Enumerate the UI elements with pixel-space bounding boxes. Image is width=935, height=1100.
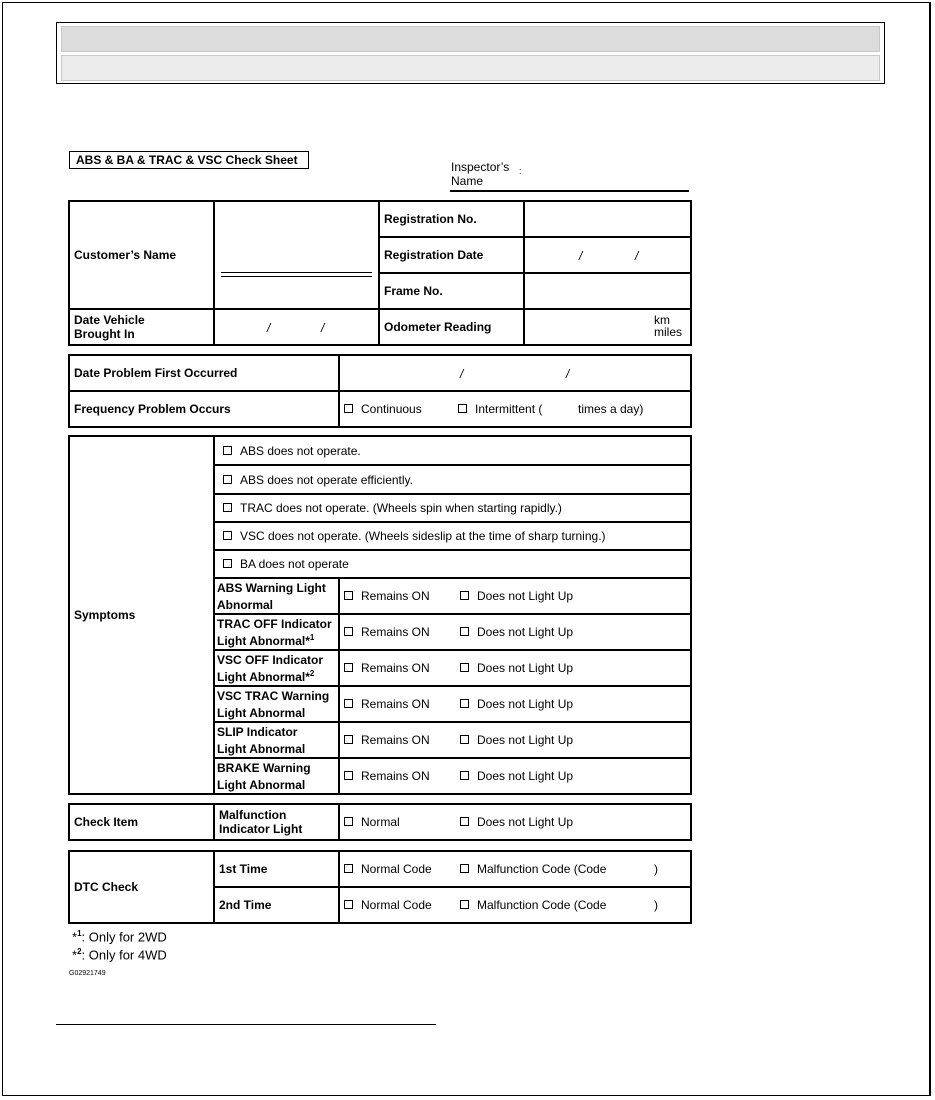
symptoms-label: Symptoms	[69, 436, 214, 794]
light-options	[339, 686, 691, 722]
symptom-checkbox[interactable]	[223, 446, 232, 455]
bottom-rule	[56, 1024, 436, 1025]
light-label: TRAC OFF Indicator Light Abnormal*$^1$	[214, 614, 339, 650]
does-not-light-up-option[interactable]: Does not Light Up	[456, 760, 573, 792]
date-vehicle-brought-in-field[interactable]	[214, 309, 379, 345]
symptom-checkbox[interactable]	[223, 503, 232, 512]
check-item-table	[68, 803, 692, 841]
does-not-light-up-option[interactable]: Does not Light Up	[456, 724, 573, 756]
registration-date-field[interactable]	[524, 237, 691, 273]
odometer-reading-field[interactable]	[524, 309, 691, 345]
does-not-light-up-option[interactable]: Does not Light Up	[456, 688, 573, 720]
remains-on-checkbox[interactable]	[344, 699, 353, 708]
malfunction-code-checkbox[interactable]	[460, 864, 469, 873]
remains-on-checkbox[interactable]	[344, 771, 353, 780]
page-header	[56, 22, 885, 84]
header-bar-top	[61, 26, 880, 52]
continuous-checkbox[interactable]	[344, 404, 353, 413]
times-a-day-label: times a day)	[578, 402, 644, 416]
malfunction-indicator-label: Malfunction Indicator Light	[214, 804, 339, 840]
normal-code-option[interactable]: Normal Code	[340, 889, 432, 921]
dtc-check-label: DTC Check	[69, 851, 214, 923]
continuous-option[interactable]: Continuous	[340, 393, 422, 425]
brought-in-slash-2: /	[321, 321, 325, 335]
inspector-name-label: Inspector’s Name	[451, 160, 510, 188]
symptom-item[interactable]: TRAC does not operate. (Wheels spin when starting rapidly.)	[214, 494, 691, 522]
second-time-label: 2nd Time	[214, 887, 339, 923]
first-time-options	[339, 851, 691, 887]
remains-on-option[interactable]: Remains ON	[340, 760, 430, 792]
does-not-light-up-checkbox[interactable]	[460, 699, 469, 708]
light-label: ABS Warning Light Abnormal	[214, 578, 339, 614]
symptoms-table	[68, 435, 692, 795]
light-label: VSC TRAC Warning Light Abnormal	[214, 686, 339, 722]
frequency-label: Frequency Problem Occurs	[69, 391, 339, 427]
registration-no-field[interactable]	[524, 201, 691, 237]
reg-date-slash-1: /	[579, 249, 583, 263]
frequency-options	[339, 391, 691, 427]
reg-date-slash-2: /	[635, 249, 639, 263]
light-label: BRAKE Warning Light Abnormal	[214, 758, 339, 794]
first-occurred-slash-2: /	[566, 367, 570, 381]
light-options	[339, 650, 691, 686]
does-not-light-up-checkbox[interactable]	[460, 817, 469, 826]
symptom-item[interactable]: ABS does not operate.	[214, 436, 691, 465]
inspector-colon: :	[519, 166, 522, 176]
date-problem-first-occurred-field[interactable]	[339, 355, 691, 391]
header-bar-bottom	[61, 55, 880, 81]
malfunction-code-option[interactable]: Malfunction Code (Code	[456, 889, 606, 921]
light-options	[339, 722, 691, 758]
does-not-light-up-option[interactable]: Does not Light Up	[456, 580, 573, 612]
intermittent-checkbox[interactable]	[458, 404, 467, 413]
does-not-light-up-option[interactable]: Does not Light Up	[456, 652, 573, 684]
remains-on-option[interactable]: Remains ON	[340, 652, 430, 684]
symptom-item[interactable]: ABS does not operate efficiently.	[214, 465, 691, 494]
customers-name-double-line	[221, 272, 372, 277]
date-problem-first-occurred-label: Date Problem First Occurred	[69, 355, 339, 391]
odometer-unit-miles: miles	[654, 325, 683, 339]
symptom-checkbox[interactable]	[223, 531, 232, 540]
symptom-checkbox[interactable]	[223, 559, 232, 568]
intermittent-option[interactable]: Intermittent (	[454, 393, 542, 425]
light-label: VSC OFF Indicator Light Abnormal*$^2$	[214, 650, 339, 686]
malfunction-code-checkbox[interactable]	[460, 900, 469, 909]
normal-checkbox[interactable]	[344, 817, 353, 826]
inspector-name-field[interactable]	[450, 190, 689, 192]
remains-on-option[interactable]: Remains ON	[340, 724, 430, 756]
does-not-light-up-checkbox[interactable]	[460, 663, 469, 672]
registration-no-label: Registration No.	[379, 201, 524, 237]
date-vehicle-brought-in-label: Date Vehicle Brought In	[69, 309, 214, 345]
customers-name-field[interactable]	[214, 201, 379, 309]
first-occurred-slash-1: /	[460, 367, 464, 381]
light-options	[339, 578, 691, 614]
light-options	[339, 758, 691, 794]
symptom-checkbox[interactable]	[223, 475, 232, 484]
light-options	[339, 614, 691, 650]
footnote-1: *$^1$: Only for 2WD	[72, 929, 167, 945]
frame-no-label: Frame No.	[379, 273, 524, 309]
figure-id: G02921749	[69, 970, 106, 977]
symptom-item[interactable]: VSC does not operate. (Wheels sideslip at the time of sharp turning.)	[214, 522, 691, 550]
second-time-options	[339, 887, 691, 923]
normal-code-checkbox[interactable]	[344, 900, 353, 909]
normal-code-checkbox[interactable]	[344, 864, 353, 873]
odometer-unit-km: km	[654, 313, 670, 327]
symptom-item[interactable]: BA does not operate	[214, 550, 691, 578]
close-paren: )	[654, 862, 658, 876]
does-not-light-up-option[interactable]: Does not Light Up	[456, 806, 573, 838]
does-not-light-up-checkbox[interactable]	[460, 627, 469, 636]
remains-on-checkbox[interactable]	[344, 663, 353, 672]
first-time-label: 1st Time	[214, 851, 339, 887]
remains-on-checkbox[interactable]	[344, 735, 353, 744]
brought-in-slash-1: /	[267, 321, 271, 335]
normal-option[interactable]: Normal	[340, 806, 400, 838]
footnote-2: *$^2$: Only for 4WD	[72, 947, 167, 963]
remains-on-checkbox[interactable]	[344, 591, 353, 600]
check-sheet-title: ABS & BA & TRAC & VSC Check Sheet	[69, 151, 309, 169]
remains-on-option[interactable]: Remains ON	[340, 580, 430, 612]
remains-on-checkbox[interactable]	[344, 627, 353, 636]
customer-table	[68, 200, 692, 346]
odometer-reading-label: Odometer Reading	[379, 309, 524, 345]
normal-code-option[interactable]: Normal Code	[340, 853, 432, 885]
does-not-light-up-checkbox[interactable]	[460, 735, 469, 744]
light-label: SLIP Indicator Light Abnormal	[214, 722, 339, 758]
does-not-light-up-checkbox[interactable]	[460, 591, 469, 600]
frame-no-field[interactable]	[524, 273, 691, 309]
does-not-light-up-option[interactable]: Does not Light Up	[456, 616, 573, 648]
remains-on-option[interactable]: Remains ON	[340, 616, 430, 648]
mil-options	[339, 804, 691, 840]
remains-on-option[interactable]: Remains ON	[340, 688, 430, 720]
close-paren: )	[654, 898, 658, 912]
dtc-check-table	[68, 850, 692, 924]
problem-table	[68, 354, 692, 428]
does-not-light-up-checkbox[interactable]	[460, 771, 469, 780]
customers-name-label: Customer’s Name	[69, 201, 214, 309]
malfunction-code-option[interactable]: Malfunction Code (Code	[456, 853, 606, 885]
check-item-label: Check Item	[69, 804, 214, 840]
registration-date-label: Registration Date	[379, 237, 524, 273]
